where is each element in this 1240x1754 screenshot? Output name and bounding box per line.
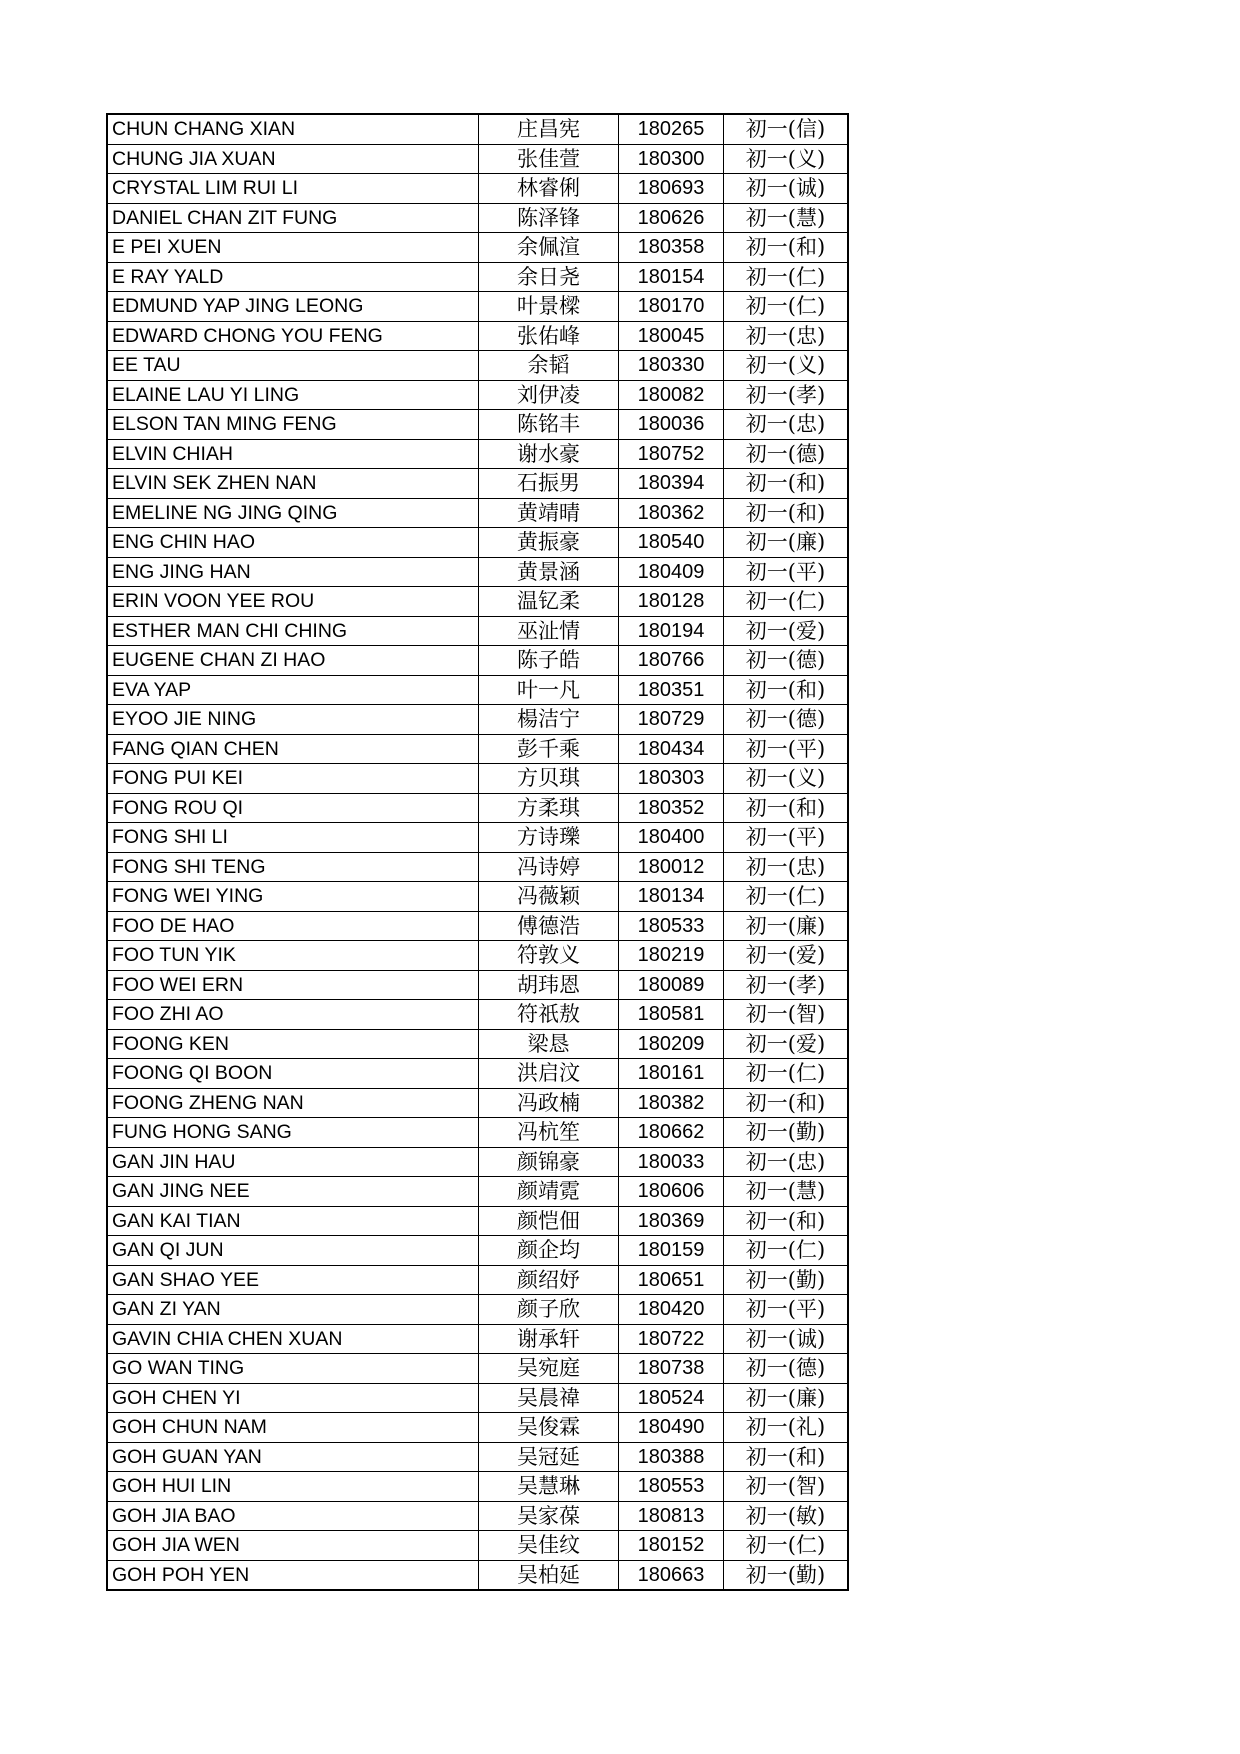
chinese-name-cell: 黄靖晴 [479,498,619,528]
student-list-body [107,114,848,1590]
class-cell: 初一(信) [724,114,849,144]
class-cell: 初一(勤) [724,1118,849,1148]
english-name-cell: FONG PUI KEI [107,764,479,794]
table-row [107,439,848,469]
student-id-cell: 180420 [619,1295,724,1325]
class-cell: 初一(孝) [724,970,849,1000]
chinese-name-cell: 黄振豪 [479,528,619,558]
class-cell: 初一(和) [724,469,849,499]
student-id-cell: 180219 [619,941,724,971]
class-cell: 初一(礼) [724,1413,849,1443]
chinese-name-cell: 吴佳纹 [479,1531,619,1561]
student-id-cell: 180082 [619,380,724,410]
english-name-cell: EMELINE NG JING QING [107,498,479,528]
student-id-cell: 180581 [619,1000,724,1030]
table-row [107,1383,848,1413]
english-name-cell: FOO ZHI AO [107,1000,479,1030]
chinese-name-cell: 颜恺佃 [479,1206,619,1236]
table-row [107,911,848,941]
english-name-cell: FOONG KEN [107,1029,479,1059]
english-name-cell: GAN ZI YAN [107,1295,479,1325]
table-row [107,734,848,764]
table-row [107,233,848,263]
english-name-cell: ERIN VOON YEE ROU [107,587,479,617]
table-row [107,1354,848,1384]
student-id-cell: 180813 [619,1501,724,1531]
class-cell: 初一(廉) [724,911,849,941]
class-cell: 初一(爱) [724,1029,849,1059]
table-row [107,557,848,587]
table-row [107,970,848,1000]
table-row [107,469,848,499]
class-cell: 初一(廉) [724,1383,849,1413]
student-id-cell: 180388 [619,1442,724,1472]
student-id-cell: 180369 [619,1206,724,1236]
class-cell: 初一(勤) [724,1265,849,1295]
class-cell: 初一(勤) [724,1560,849,1590]
student-id-cell: 180400 [619,823,724,853]
english-name-cell: EE TAU [107,351,479,381]
class-cell: 初一(爱) [724,941,849,971]
student-id-cell: 180651 [619,1265,724,1295]
student-id-cell: 180409 [619,557,724,587]
table-row [107,292,848,322]
student-id-cell: 180352 [619,793,724,823]
table-row [107,1295,848,1325]
chinese-name-cell: 方贝琪 [479,764,619,794]
student-id-cell: 180265 [619,114,724,144]
english-name-cell: FOO DE HAO [107,911,479,941]
english-name-cell: ELSON TAN MING FENG [107,410,479,440]
student-id-cell: 180533 [619,911,724,941]
class-cell: 初一(廉) [724,528,849,558]
student-id-cell: 180382 [619,1088,724,1118]
chinese-name-cell: 洪启汶 [479,1059,619,1089]
student-id-cell: 180161 [619,1059,724,1089]
table-row [107,1442,848,1472]
chinese-name-cell: 吴慧琳 [479,1472,619,1502]
table-row [107,1088,848,1118]
student-id-cell: 180752 [619,439,724,469]
class-cell: 初一(和) [724,675,849,705]
chinese-name-cell: 陈泽锋 [479,203,619,233]
table-row [107,410,848,440]
table-row [107,1118,848,1148]
table-row [107,498,848,528]
english-name-cell: GOH JIA BAO [107,1501,479,1531]
student-id-cell: 180434 [619,734,724,764]
english-name-cell: GOH CHEN YI [107,1383,479,1413]
table-row [107,705,848,735]
english-name-cell: GO WAN TING [107,1354,479,1384]
table-row [107,528,848,558]
chinese-name-cell: 符祇敖 [479,1000,619,1030]
class-cell: 初一(诚) [724,1324,849,1354]
class-cell: 初一(智) [724,1000,849,1030]
student-id-cell: 180606 [619,1177,724,1207]
student-id-cell: 180128 [619,587,724,617]
student-id-cell: 180300 [619,144,724,174]
class-cell: 初一(和) [724,1442,849,1472]
student-id-cell: 180159 [619,1236,724,1266]
chinese-name-cell: 梁恳 [479,1029,619,1059]
chinese-name-cell: 冯诗婷 [479,852,619,882]
table-row [107,380,848,410]
student-id-cell: 180209 [619,1029,724,1059]
student-id-cell: 180033 [619,1147,724,1177]
class-cell: 初一(平) [724,734,849,764]
student-id-cell: 180738 [619,1354,724,1384]
class-cell: 初一(智) [724,1472,849,1502]
chinese-name-cell: 吴晨禕 [479,1383,619,1413]
table-row [107,174,848,204]
class-cell: 初一(德) [724,646,849,676]
table-row [107,114,848,144]
english-name-cell: EVA YAP [107,675,479,705]
table-row [107,1059,848,1089]
class-cell: 初一(仁) [724,882,849,912]
student-id-cell: 180540 [619,528,724,558]
class-cell: 初一(德) [724,705,849,735]
student-id-cell: 180663 [619,1560,724,1590]
chinese-name-cell: 谢承轩 [479,1324,619,1354]
student-id-cell: 180662 [619,1118,724,1148]
class-cell: 初一(和) [724,1088,849,1118]
table-row [107,882,848,912]
english-name-cell: GAN QI JUN [107,1236,479,1266]
class-cell: 初一(敏) [724,1501,849,1531]
chinese-name-cell: 陈铭丰 [479,410,619,440]
english-name-cell: FONG SHI LI [107,823,479,853]
student-id-cell: 180012 [619,852,724,882]
class-cell: 初一(忠) [724,852,849,882]
english-name-cell: E RAY YALD [107,262,479,292]
chinese-name-cell: 庄昌宪 [479,114,619,144]
english-name-cell: GOH HUI LIN [107,1472,479,1502]
english-name-cell: ELAINE LAU YI LING [107,380,479,410]
class-cell: 初一(忠) [724,410,849,440]
english-name-cell: GOH GUAN YAN [107,1442,479,1472]
chinese-name-cell: 吴俊霖 [479,1413,619,1443]
table-row [107,1265,848,1295]
table-row [107,351,848,381]
class-cell: 初一(义) [724,764,849,794]
table-row [107,764,848,794]
table-row [107,1531,848,1561]
chinese-name-cell: 冯政楠 [479,1088,619,1118]
table-row [107,321,848,351]
table-row [107,616,848,646]
table-row [107,262,848,292]
table-row [107,1236,848,1266]
english-name-cell: FOONG QI BOON [107,1059,479,1089]
class-cell: 初一(仁) [724,262,849,292]
chinese-name-cell: 石振男 [479,469,619,499]
student-id-cell: 180490 [619,1413,724,1443]
class-cell: 初一(仁) [724,1531,849,1561]
class-cell: 初一(和) [724,233,849,263]
chinese-name-cell: 冯薇颖 [479,882,619,912]
chinese-name-cell: 方柔琪 [479,793,619,823]
student-id-cell: 180194 [619,616,724,646]
student-id-cell: 180693 [619,174,724,204]
chinese-name-cell: 方诗瓅 [479,823,619,853]
chinese-name-cell: 颜子欣 [479,1295,619,1325]
chinese-name-cell: 吴冠延 [479,1442,619,1472]
class-cell: 初一(和) [724,1206,849,1236]
english-name-cell: CRYSTAL LIM RUI LI [107,174,479,204]
class-cell: 初一(义) [724,351,849,381]
class-cell: 初一(孝) [724,380,849,410]
class-cell: 初一(仁) [724,1236,849,1266]
class-cell: 初一(德) [724,1354,849,1384]
english-name-cell: E PEI XUEN [107,233,479,263]
student-id-cell: 180045 [619,321,724,351]
chinese-name-cell: 余日尧 [479,262,619,292]
chinese-name-cell: 颜企均 [479,1236,619,1266]
student-id-cell: 180152 [619,1531,724,1561]
chinese-name-cell: 巫沚情 [479,616,619,646]
english-name-cell: GOH CHUN NAM [107,1413,479,1443]
chinese-name-cell: 叶景樑 [479,292,619,322]
class-cell: 初一(和) [724,793,849,823]
english-name-cell: FONG ROU QI [107,793,479,823]
english-name-cell: GAN JIN HAU [107,1147,479,1177]
chinese-name-cell: 颜锦豪 [479,1147,619,1177]
english-name-cell: EUGENE CHAN ZI HAO [107,646,479,676]
english-name-cell: FOO WEI ERN [107,970,479,1000]
chinese-name-cell: 吴宛庭 [479,1354,619,1384]
english-name-cell: EDWARD CHONG YOU FENG [107,321,479,351]
student-id-cell: 180722 [619,1324,724,1354]
class-cell: 初一(平) [724,1295,849,1325]
student-id-cell: 180170 [619,292,724,322]
chinese-name-cell: 谢水豪 [479,439,619,469]
student-id-cell: 180330 [619,351,724,381]
student-id-cell: 180394 [619,469,724,499]
english-name-cell: GOH JIA WEN [107,1531,479,1561]
chinese-name-cell: 傅德浩 [479,911,619,941]
english-name-cell: FONG SHI TENG [107,852,479,882]
chinese-name-cell: 吴柏延 [479,1560,619,1590]
table-row [107,1147,848,1177]
student-id-cell: 180351 [619,675,724,705]
student-id-cell: 180626 [619,203,724,233]
english-name-cell: ENG JING HAN [107,557,479,587]
class-cell: 初一(仁) [724,587,849,617]
student-list-table [106,113,849,1591]
student-id-cell: 180358 [619,233,724,263]
english-name-cell: ELVIN SEK ZHEN NAN [107,469,479,499]
english-name-cell: FANG QIAN CHEN [107,734,479,764]
student-id-cell: 180524 [619,1383,724,1413]
english-name-cell: FUNG HONG SANG [107,1118,479,1148]
english-name-cell: DANIEL CHAN ZIT FUNG [107,203,479,233]
table-row [107,941,848,971]
chinese-name-cell: 楊洁宁 [479,705,619,735]
class-cell: 初一(慧) [724,203,849,233]
student-id-cell: 180553 [619,1472,724,1502]
chinese-name-cell: 颜靖霓 [479,1177,619,1207]
chinese-name-cell: 林睿俐 [479,174,619,204]
table-row [107,1472,848,1502]
table-row [107,1029,848,1059]
table-row [107,144,848,174]
student-id-cell: 180729 [619,705,724,735]
chinese-name-cell: 彭千乘 [479,734,619,764]
student-id-cell: 180303 [619,764,724,794]
table-row [107,823,848,853]
chinese-name-cell: 符敦义 [479,941,619,971]
chinese-name-cell: 张佑峰 [479,321,619,351]
chinese-name-cell: 吴家葆 [479,1501,619,1531]
class-cell: 初一(义) [724,144,849,174]
english-name-cell: EDMUND YAP JING LEONG [107,292,479,322]
chinese-name-cell: 刘伊凌 [479,380,619,410]
class-cell: 初一(平) [724,557,849,587]
english-name-cell: GOH POH YEN [107,1560,479,1590]
table-row [107,1560,848,1590]
class-cell: 初一(德) [724,439,849,469]
student-id-cell: 180134 [619,882,724,912]
table-row [107,675,848,705]
table-row [107,1413,848,1443]
student-id-cell: 180766 [619,646,724,676]
english-name-cell: ELVIN CHIAH [107,439,479,469]
table-row [107,1324,848,1354]
english-name-cell: EYOO JIE NING [107,705,479,735]
table-row [107,646,848,676]
student-id-cell: 180089 [619,970,724,1000]
chinese-name-cell: 颜绍妤 [479,1265,619,1295]
english-name-cell: GAVIN CHIA CHEN XUAN [107,1324,479,1354]
class-cell: 初一(仁) [724,292,849,322]
chinese-name-cell: 余韬 [479,351,619,381]
table-row [107,1177,848,1207]
english-name-cell: GAN JING NEE [107,1177,479,1207]
class-cell: 初一(和) [724,498,849,528]
english-name-cell: ENG CHIN HAO [107,528,479,558]
english-name-cell: ESTHER MAN CHI CHING [107,616,479,646]
english-name-cell: CHUN CHANG XIAN [107,114,479,144]
english-name-cell: FOONG ZHENG NAN [107,1088,479,1118]
chinese-name-cell: 胡玮恩 [479,970,619,1000]
chinese-name-cell: 冯杭笙 [479,1118,619,1148]
class-cell: 初一(平) [724,823,849,853]
chinese-name-cell: 张佳萱 [479,144,619,174]
english-name-cell: FOO TUN YIK [107,941,479,971]
english-name-cell: GAN KAI TIAN [107,1206,479,1236]
table-row [107,1206,848,1236]
table-row [107,1000,848,1030]
chinese-name-cell: 温钇柔 [479,587,619,617]
student-id-cell: 180154 [619,262,724,292]
table-row [107,852,848,882]
chinese-name-cell: 黄景涵 [479,557,619,587]
class-cell: 初一(忠) [724,1147,849,1177]
class-cell: 初一(慧) [724,1177,849,1207]
chinese-name-cell: 陈子皓 [479,646,619,676]
table-row [107,793,848,823]
table-row [107,1501,848,1531]
class-cell: 初一(爱) [724,616,849,646]
class-cell: 初一(仁) [724,1059,849,1089]
english-name-cell: GAN SHAO YEE [107,1265,479,1295]
table-row [107,203,848,233]
table-row [107,587,848,617]
student-id-cell: 180362 [619,498,724,528]
class-cell: 初一(诚) [724,174,849,204]
student-id-cell: 180036 [619,410,724,440]
chinese-name-cell: 余佩渲 [479,233,619,263]
chinese-name-cell: 叶一凡 [479,675,619,705]
english-name-cell: CHUNG JIA XUAN [107,144,479,174]
class-cell: 初一(忠) [724,321,849,351]
english-name-cell: FONG WEI YING [107,882,479,912]
